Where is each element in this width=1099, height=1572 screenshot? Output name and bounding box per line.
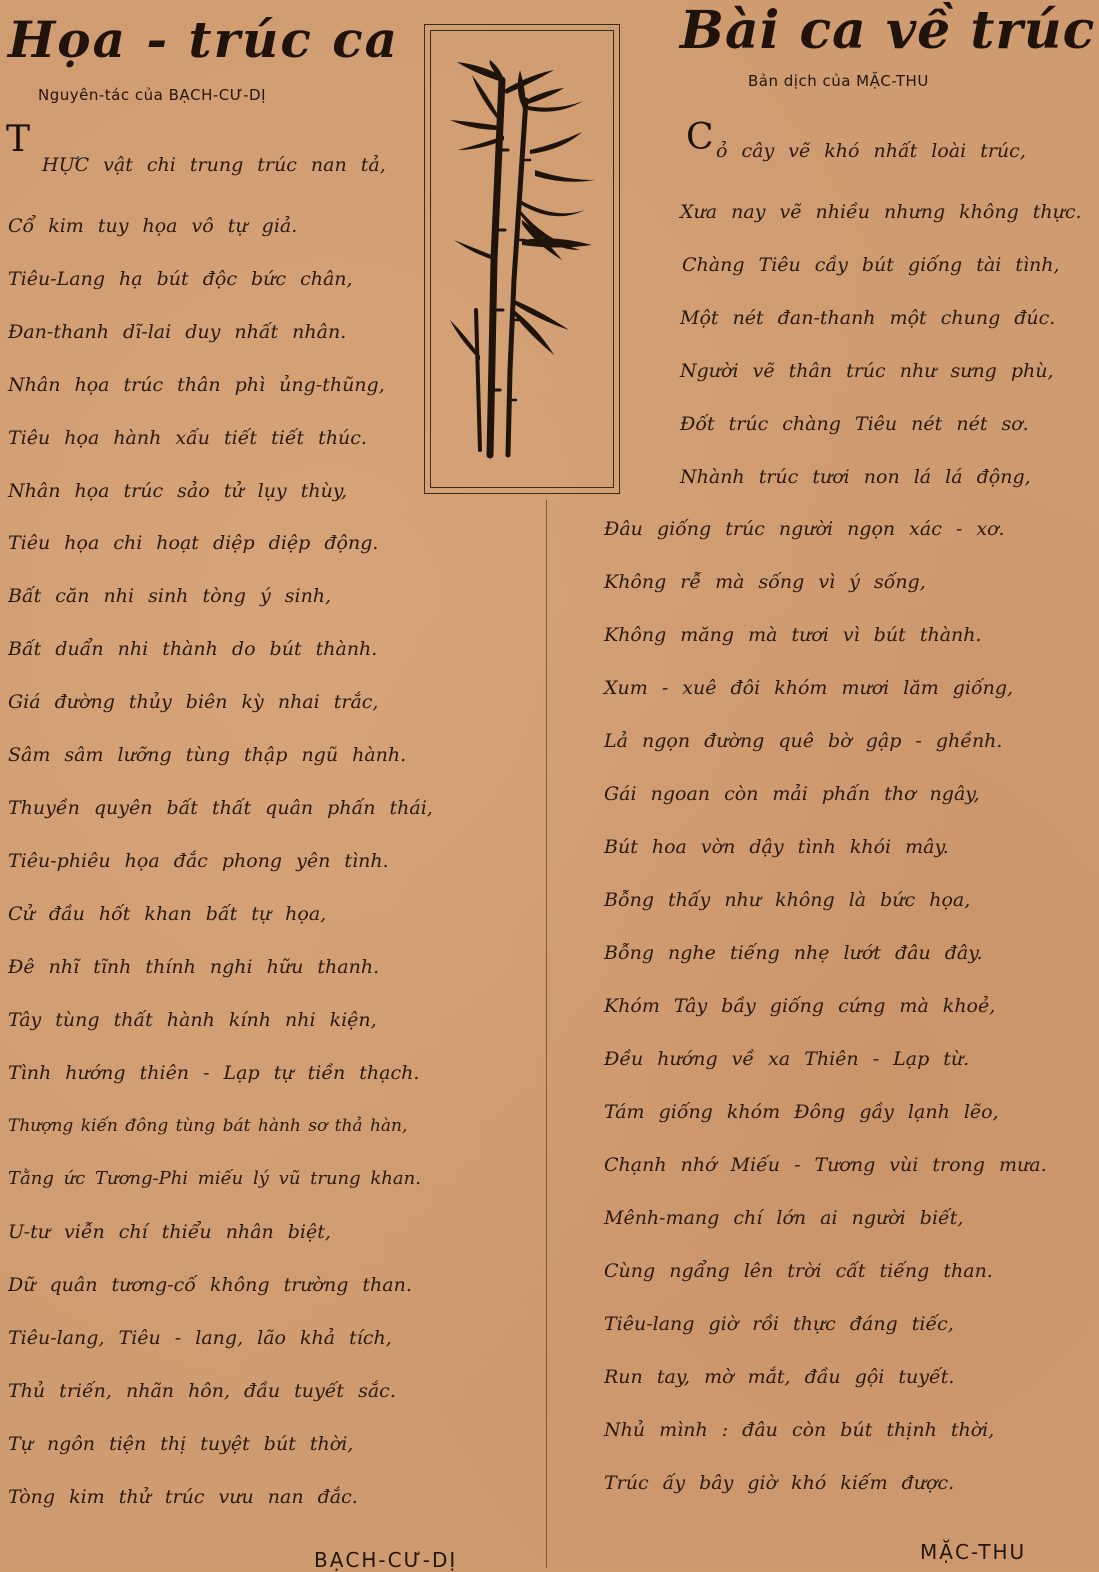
poem-line: Chạnh nhớ Miếu - Tương vùi trong mưa. (604, 1154, 1047, 1176)
poem-line: Nhân họa trúc sảo tử lụy thùy, (8, 480, 348, 502)
poem-line: Bỗng nghe tiếng nhẹ lướt đâu đây. (604, 942, 983, 964)
poem-line: Nhành trúc tươi non lá lá động, (680, 466, 1031, 488)
poem-line: Một nét đan-thanh một chung đúc. (680, 307, 1056, 329)
poem-line: Bất duẩn nhi thành do bút thành. (8, 638, 378, 660)
poem-line: Dữ quân tương-cố không trường than. (8, 1274, 412, 1296)
poem-line: Sâm sâm lưỡng tùng thập ngũ hành. (8, 744, 407, 766)
poem-line: Tiêu họa chi hoạt diệp diệp động. (8, 532, 379, 554)
poem-line: Tiêu-lang giờ rồi thực đáng tiếc, (604, 1313, 954, 1335)
poem-line: Đốt trúc chàng Tiêu nét nét sơ. (680, 413, 1029, 435)
poem-line: ỏ cây vẽ khó nhất loài trúc, (716, 140, 1026, 162)
poem-line: Cùng ngẩng lên trời cất tiếng than. (604, 1260, 993, 1282)
poem-line: Tây tùng thất hành kính nhi kiện, (8, 1009, 377, 1031)
poem-line: Trúc ấy bây giờ khó kiếm được. (604, 1472, 955, 1494)
poem-line: Chàng Tiêu cầy bút giống tài tình, (682, 254, 1060, 276)
left-signature: BẠCH-CƯ-DỊ (314, 1548, 458, 1572)
poem-line: Tám giống khóm Đông gầy lạnh lẽo, (604, 1101, 999, 1123)
right-poem-title: Bài ca về trúc (680, 0, 1096, 61)
poem-line: Cổ kim tuy họa vô tự giả. (8, 215, 298, 237)
poem-line: Bỗng thấy như không là bức họa, (604, 889, 971, 911)
bamboo-ink-painting-icon (440, 60, 610, 460)
poem-line: Giá đường thủy biên kỳ nhai trắc, (8, 691, 379, 713)
poem-line: Đâu giống trúc người ngọn xác - xơ. (604, 518, 1005, 540)
right-drop-cap: C (686, 117, 714, 158)
poem-line: Mênh-mang chí lớn ai người biết, (604, 1207, 964, 1229)
poem-line: Tằng ức Tương-Phi miếu lý vũ trung khan. (8, 1168, 421, 1189)
poem-line: Xum - xuê đôi khóm mươi lăm giống, (604, 677, 1014, 699)
poem-line: Thuyền quyên bất thất quân phấn thái, (8, 797, 433, 819)
poem-line: Run tay, mờ mắt, đầu gội tuyết. (604, 1366, 955, 1388)
poem-line: Tiêu họa hành xấu tiết tiết thúc. (8, 427, 367, 449)
left-drop-cap: T (6, 119, 31, 160)
poem-line: Bất căn nhi sinh tòng ý sinh, (8, 585, 332, 607)
poem-line: Bút hoa vờn dậy tình khói mây. (604, 836, 949, 858)
poem-line: Không măng mà tươi vì bút thành. (604, 624, 982, 646)
poem-line: Thủ triến, nhãn hôn, đầu tuyết sắc. (8, 1380, 396, 1402)
poem-line: Khóm Tây bầy giống cứng mà khoẻ, (604, 995, 996, 1017)
poem-line: Tiêu-lang, Tiêu - lang, lão khả tích, (8, 1327, 392, 1349)
poem-line: Cử đầu hốt khan bất tự họa, (8, 903, 327, 925)
poem-line: Tình hướng thiên - Lạp tự tiền thạch. (8, 1062, 420, 1084)
right-poem-attribution: Bản dịch của MẶC-THU (748, 72, 929, 90)
column-divider (546, 500, 547, 1568)
poem-line: Đan-thanh dĩ-lai duy nhất nhân. (8, 321, 347, 343)
poem-line: Không rễ mà sống vì ý sống, (604, 571, 926, 593)
poem-line: Lả ngọn đường quê bờ gập - ghềnh. (604, 730, 1003, 752)
left-poem-title: Họa - trúc ca (8, 10, 400, 69)
poem-line: Tiêu-Lang hạ bút độc bức chân, (8, 268, 353, 290)
poem-line: Tòng kim thử trúc vưu nan đắc. (8, 1486, 358, 1508)
right-signature: MẶC-THU (920, 1540, 1027, 1564)
poem-line: Xưa nay vẽ nhiều nhưng không thực. (680, 201, 1082, 223)
poem-line: Gái ngoan còn mải phấn thơ ngây, (604, 783, 980, 805)
poem-line: Đê nhĩ tĩnh thính nghi hữu thanh. (8, 956, 380, 978)
poem-line: Thượng kiến đông tùng bát hành sơ thả hàn, (8, 1116, 408, 1136)
poem-line: Đều hướng về xa Thiên - Lạp từ. (604, 1048, 970, 1070)
poem-line: Nhân họa trúc thân phì ủng-thũng, (8, 374, 385, 396)
poem-line: Nhủ mình : đâu còn bút thịnh thời, (604, 1419, 995, 1441)
poem-line: Tự ngôn tiện thị tuyệt bút thời, (8, 1433, 354, 1455)
poem-line: HỰC vật chi trung trúc nan tả, (42, 154, 386, 176)
poem-line: Tiêu-phiêu họa đắc phong yên tình. (8, 850, 389, 872)
left-poem-attribution: Nguyên-tác của BẠCH-CƯ-DỊ (38, 86, 267, 104)
poem-line: U-tư viễn chí thiểu nhân biệt, (8, 1221, 331, 1243)
poem-line: Người vẽ thân trúc như sưng phù, (680, 360, 1054, 382)
